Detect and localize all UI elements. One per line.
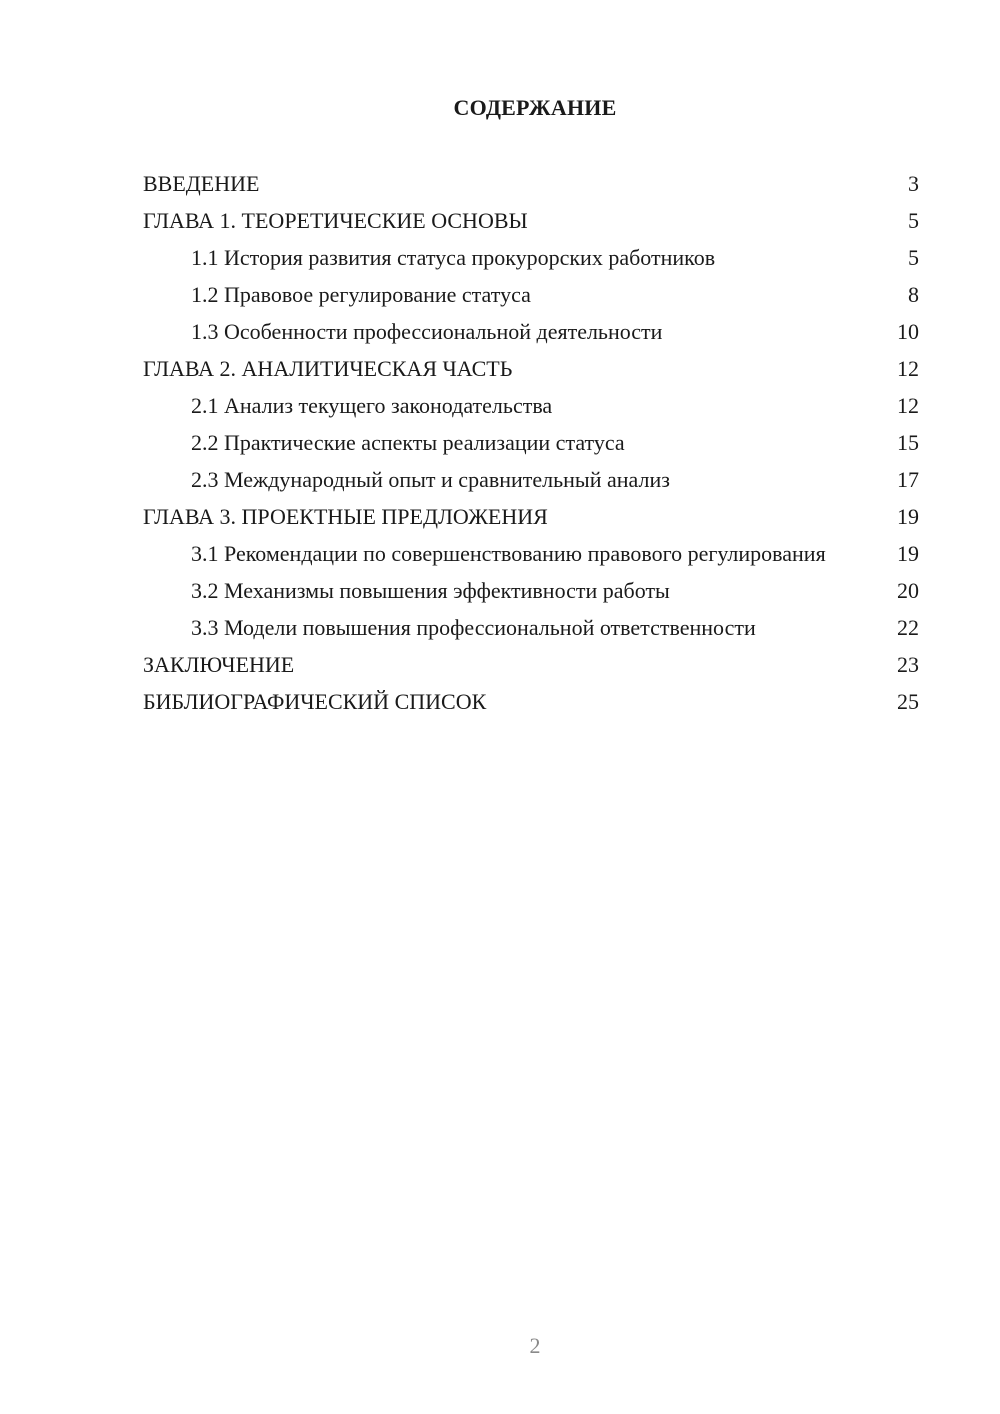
page-number: 2 <box>529 1333 541 1358</box>
toc-entry-chapter-1 <box>143 207 919 234</box>
toc-entry-page: 19 <box>897 541 919 566</box>
toc-entry-section-2-2 <box>143 429 919 456</box>
toc-entry-page: 8 <box>908 282 919 307</box>
toc-entry-title: ГЛАВА 3. ПРОЕКТНЫЕ ПРЕДЛОЖЕНИЯ <box>143 504 548 529</box>
toc-entry-section-1-3 <box>143 318 919 345</box>
toc-entry-conclusion <box>143 651 919 678</box>
toc-entry-title: 3.1 Рекомендации по совершенствованию правового регулирования <box>191 541 826 566</box>
toc-entry-section-1-2 <box>143 281 919 308</box>
toc-entry-title: ГЛАВА 2. АНАЛИТИЧЕСКАЯ ЧАСТЬ <box>143 356 513 381</box>
toc-entry-title: 3.3 Модели повышения профессиональной ответственности <box>191 615 756 640</box>
toc-entry-section-3-1 <box>143 540 919 567</box>
toc-entry-chapter-3 <box>143 503 919 530</box>
toc-entry-title: 1.1 История развития статуса прокурорских работников <box>191 245 716 270</box>
toc-entry-chapter-2 <box>143 355 919 382</box>
toc-entry-section-1-1 <box>143 244 919 271</box>
toc-entry-page: 10 <box>897 319 919 344</box>
toc-entry-page: 12 <box>897 393 919 418</box>
toc-entry-page: 5 <box>908 208 919 233</box>
toc-entry-title: 2.1 Анализ текущего законодательства <box>191 393 553 418</box>
toc-entry-introduction <box>143 170 919 197</box>
toc-entry-page: 12 <box>897 356 919 381</box>
toc-entry-title: ЗАКЛЮЧЕНИЕ <box>143 652 295 677</box>
toc-entry-title: 3.2 Механизмы повышения эффективности работы <box>191 578 670 603</box>
toc-entry-title: 1.3 Особенности профессиональной деятельности <box>191 319 663 344</box>
toc-entry-title: 2.2 Практические аспекты реализации статуса <box>191 430 625 455</box>
toc-entry-section-2-3 <box>143 466 919 493</box>
page-title: СОДЕРЖАНИЕ <box>453 95 617 120</box>
toc-entry-page: 23 <box>897 652 919 677</box>
toc-entry-section-2-1 <box>143 392 919 419</box>
toc-entry-page: 20 <box>897 578 919 603</box>
toc-entry-section-3-3 <box>143 614 919 641</box>
toc-entry-title: ВВЕДЕНИЕ <box>143 171 260 196</box>
toc-entry-page: 19 <box>897 504 919 529</box>
toc-entry-page: 5 <box>908 245 919 270</box>
table-of-contents <box>143 170 919 725</box>
toc-entry-page: 3 <box>908 171 919 196</box>
toc-entry-page: 22 <box>897 615 919 640</box>
toc-entry-page: 15 <box>897 430 919 455</box>
toc-entry-section-3-2 <box>143 577 919 604</box>
toc-entry-title: ГЛАВА 1. ТЕОРЕТИЧЕСКИЕ ОСНОВЫ <box>143 208 528 233</box>
toc-entry-title: 2.3 Международный опыт и сравнительный анализ <box>191 467 670 492</box>
toc-entry-page: 17 <box>897 467 919 492</box>
toc-entry-title: БИБЛИОГРАФИЧЕСКИЙ СПИСОК <box>143 689 487 714</box>
toc-entry-page: 25 <box>897 689 919 714</box>
toc-entry-title: 1.2 Правовое регулирование статуса <box>191 282 531 307</box>
toc-entry-bibliography <box>143 688 919 715</box>
